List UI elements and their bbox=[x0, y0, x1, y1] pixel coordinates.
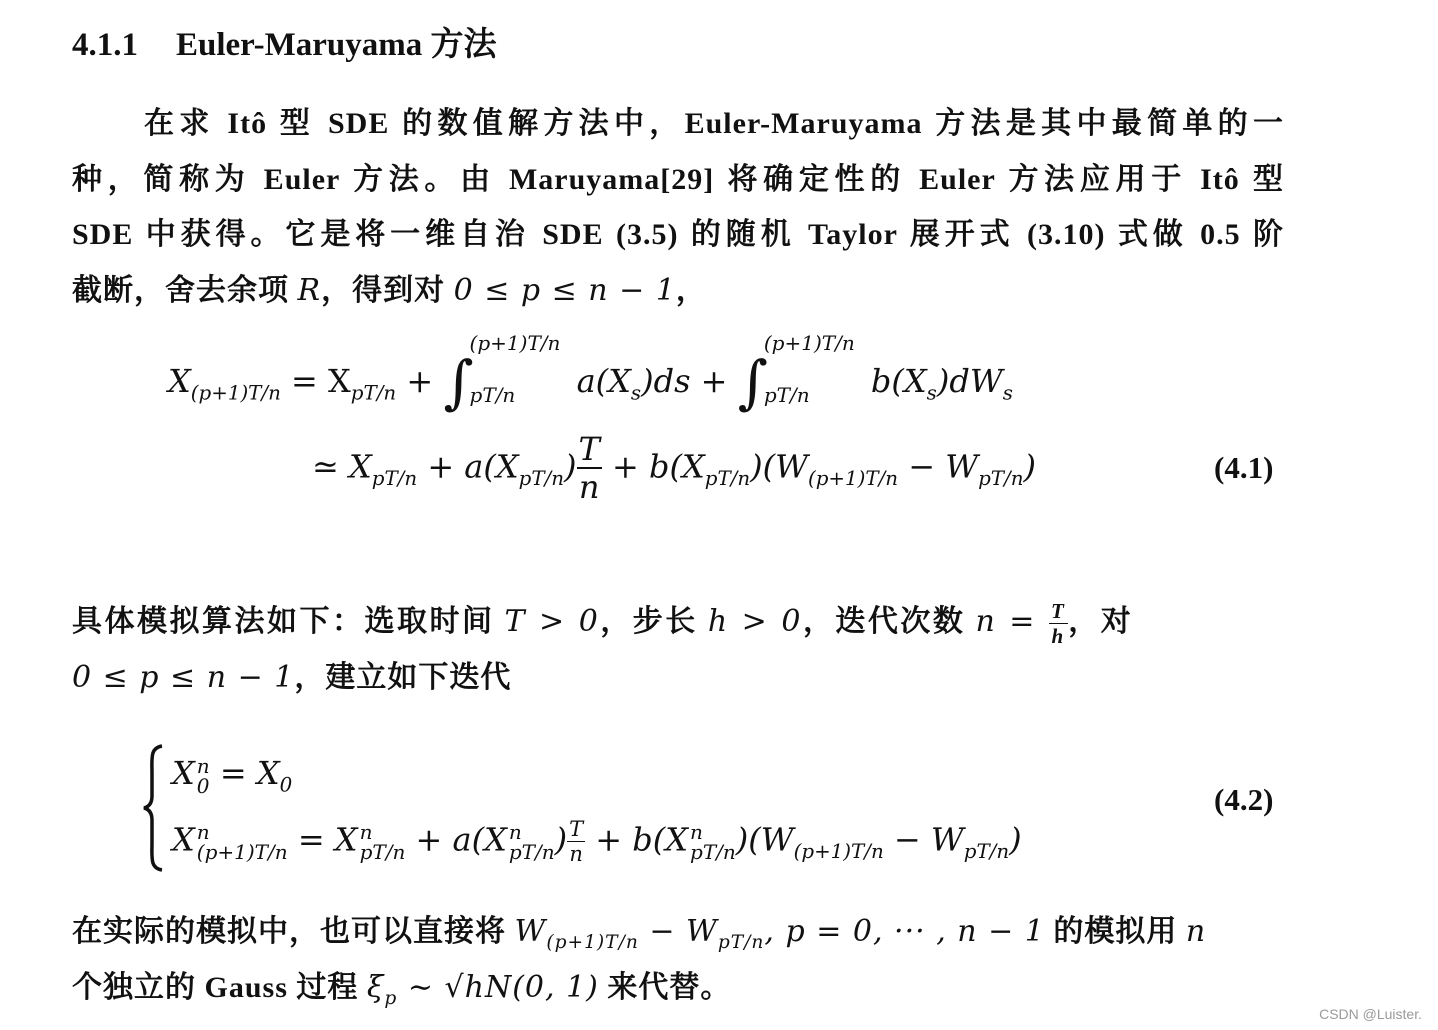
math-run: − W bbox=[883, 820, 964, 859]
math-run: )dW bbox=[936, 362, 1003, 400]
math-sub: s bbox=[926, 381, 937, 405]
text-run: ， bbox=[675, 273, 707, 307]
paragraph-line bbox=[72, 904, 1284, 960]
section-heading bbox=[72, 18, 496, 65]
lower-limit: pT/n bbox=[469, 382, 516, 407]
text-run: ，对 bbox=[1068, 605, 1134, 638]
math-inline: h > 0 bbox=[707, 604, 803, 639]
math-sup: n bbox=[508, 820, 522, 845]
sup-sub-stack bbox=[196, 753, 210, 798]
sup-sub-stack bbox=[690, 820, 736, 865]
denominator: n bbox=[569, 842, 583, 867]
text-run: 的模拟用 bbox=[1044, 915, 1186, 948]
sup-sub-stack bbox=[196, 820, 288, 865]
integral-sign: ∫ bbox=[737, 348, 768, 416]
paragraph-line: 种，简称为 Euler 方法。由 Maruyama[29] 将确定性的 Euler 方法应用于 Itô 型 bbox=[72, 162, 1284, 196]
math-sub: pT/n bbox=[690, 840, 736, 865]
paragraph-line bbox=[72, 263, 1284, 319]
math-sup: n bbox=[690, 820, 703, 845]
paragraph-line: 在求 Itô 型 SDE 的数值解方法中，Euler-Maruyama 方法是其中最简单的一 bbox=[144, 107, 1284, 140]
text-run: 个独立的 Gauss 过程 bbox=[72, 970, 367, 1004]
paragraph-line bbox=[72, 960, 1284, 1016]
math-sub: (p+1)T/n bbox=[793, 840, 884, 864]
section-title: Euler-Maruyama 方法 bbox=[176, 27, 497, 63]
math-sub: (p+1)T/n bbox=[190, 381, 281, 405]
paragraph-gauss bbox=[72, 904, 1284, 1015]
upper-limit: (p+1)T/n bbox=[469, 330, 561, 355]
sup-sub-stack bbox=[359, 820, 406, 865]
text-run: ，得到对 bbox=[321, 273, 454, 307]
math-run: = X bbox=[280, 362, 351, 400]
equation-4-2-row-1 bbox=[172, 754, 292, 796]
math-sub: pT/n bbox=[508, 840, 555, 865]
integral-limits bbox=[763, 330, 855, 408]
math-sub: pT/n bbox=[963, 840, 1010, 864]
math-var: n bbox=[1185, 914, 1207, 949]
math-sub: (p+1)T/n bbox=[546, 932, 639, 953]
section-number: 4.1.1 bbox=[72, 27, 138, 63]
math-run: )(W bbox=[750, 447, 808, 486]
math-var: R bbox=[297, 272, 322, 308]
paragraph-intro bbox=[72, 96, 1284, 318]
math-run: ) bbox=[1009, 820, 1022, 859]
math-run: + b(X bbox=[585, 820, 689, 859]
math-run: a(X bbox=[566, 362, 631, 400]
math-sup: n bbox=[196, 820, 210, 845]
paragraph-line bbox=[72, 650, 1284, 706]
sup-sub-stack bbox=[508, 820, 555, 865]
math-run: ) bbox=[1023, 447, 1036, 486]
math-var: X bbox=[172, 754, 195, 792]
math-run: + b(X bbox=[601, 447, 705, 486]
math-run: , p = 0, ··· , n − 1 bbox=[764, 914, 1045, 949]
lower-limit: pT/n bbox=[763, 382, 810, 407]
math-run: − W bbox=[898, 447, 979, 486]
math-sub: pT/n bbox=[717, 932, 765, 953]
math-sub: pT/n bbox=[978, 466, 1024, 490]
text-run: 在实际的模拟中，也可以直接将 bbox=[72, 915, 515, 948]
equation-number-4-2: (4.2) bbox=[1214, 782, 1274, 817]
text-run: ，迭代次数 bbox=[802, 605, 976, 638]
math-sub: pT/n bbox=[350, 381, 397, 405]
math-run: ) bbox=[564, 447, 577, 486]
math-inline: n = bbox=[975, 604, 1049, 639]
math-run: + a(X bbox=[417, 447, 519, 486]
text-run: 具体模拟算法如下：选取时间 bbox=[72, 605, 505, 638]
math-sub: (p+1)T/n bbox=[807, 466, 899, 490]
math-sub: pT/n bbox=[518, 466, 565, 490]
math-run: = X bbox=[287, 820, 358, 859]
math-run: )(W bbox=[735, 820, 794, 859]
math-var: X bbox=[172, 820, 195, 859]
denominator: h bbox=[1051, 624, 1066, 649]
paragraph-line: SDE 中获得。它是将一维自治 SDE (3.5) 的随机 Taylor 展开式 (3.10) 式做 0.5 阶 bbox=[72, 218, 1284, 251]
math-run: = X bbox=[209, 754, 280, 792]
math-sub: 0 bbox=[279, 773, 293, 797]
denominator: n bbox=[578, 468, 600, 507]
math-inline: 0 ≤ p ≤ n − 1 bbox=[453, 272, 676, 308]
math-run: ≃ X bbox=[312, 447, 372, 486]
fraction bbox=[567, 818, 585, 866]
equation-4-1-line-2 bbox=[312, 432, 1036, 506]
math-run: + a(X bbox=[405, 820, 507, 859]
numerator: T bbox=[1050, 598, 1067, 623]
paragraph-line bbox=[72, 594, 1284, 650]
math-run: b(X bbox=[860, 362, 927, 400]
math-run: ) bbox=[554, 820, 568, 859]
upper-limit: (p+1)T/n bbox=[763, 330, 855, 355]
text-run: ，步长 bbox=[600, 605, 708, 638]
math-var: X bbox=[168, 362, 191, 400]
math-sub: s bbox=[630, 381, 642, 405]
math-sub: 0 bbox=[196, 773, 210, 798]
paragraph-algorithm bbox=[72, 594, 1284, 705]
text-run: 来代替。 bbox=[598, 970, 732, 1004]
math-run: − W bbox=[638, 914, 718, 949]
math-run: ∼ √hN(0, 1) bbox=[397, 969, 599, 1005]
math-sub: pT/n bbox=[371, 466, 418, 490]
math-sub: (p+1)T/n bbox=[196, 840, 288, 865]
math-run: )ds + bbox=[641, 362, 738, 400]
fraction bbox=[577, 432, 602, 506]
numerator: T bbox=[569, 817, 584, 841]
math-sup: n bbox=[359, 820, 373, 845]
math-sub: s bbox=[1002, 381, 1013, 405]
math-sub: pT/n bbox=[704, 466, 751, 490]
math-sub: p bbox=[384, 987, 398, 1009]
watermark: CSDN @Luister. bbox=[1319, 1006, 1422, 1022]
text-run: 截断，舍去余项 bbox=[72, 273, 298, 307]
math-var: W bbox=[514, 914, 547, 949]
equation-number-4-1: (4.1) bbox=[1214, 450, 1274, 485]
math-inline: T > 0 bbox=[504, 604, 601, 639]
equation-4-2-row-2 bbox=[172, 818, 1022, 866]
math-var: ξ bbox=[366, 969, 385, 1005]
math-sub: pT/n bbox=[359, 840, 406, 865]
numerator: T bbox=[578, 430, 600, 468]
text-run: ，建立如下迭代 bbox=[294, 660, 512, 694]
left-brace bbox=[142, 744, 164, 872]
integral-sign: ∫ bbox=[443, 348, 474, 416]
math-inline: 0 ≤ p ≤ n − 1 bbox=[72, 659, 295, 695]
integral-limits bbox=[469, 330, 561, 408]
fraction bbox=[1049, 600, 1068, 648]
equation-4-1-line-1: $X_{(p+1)T/n} = X_{pT/n}$ + ∫ (p+1)T/n pT/n $a(X_s)ds$ + ∫ (p+1)T/n pT/n $b(X_s)dW_s$ bbox=[168, 330, 1013, 416]
math-sup: n bbox=[196, 753, 210, 778]
